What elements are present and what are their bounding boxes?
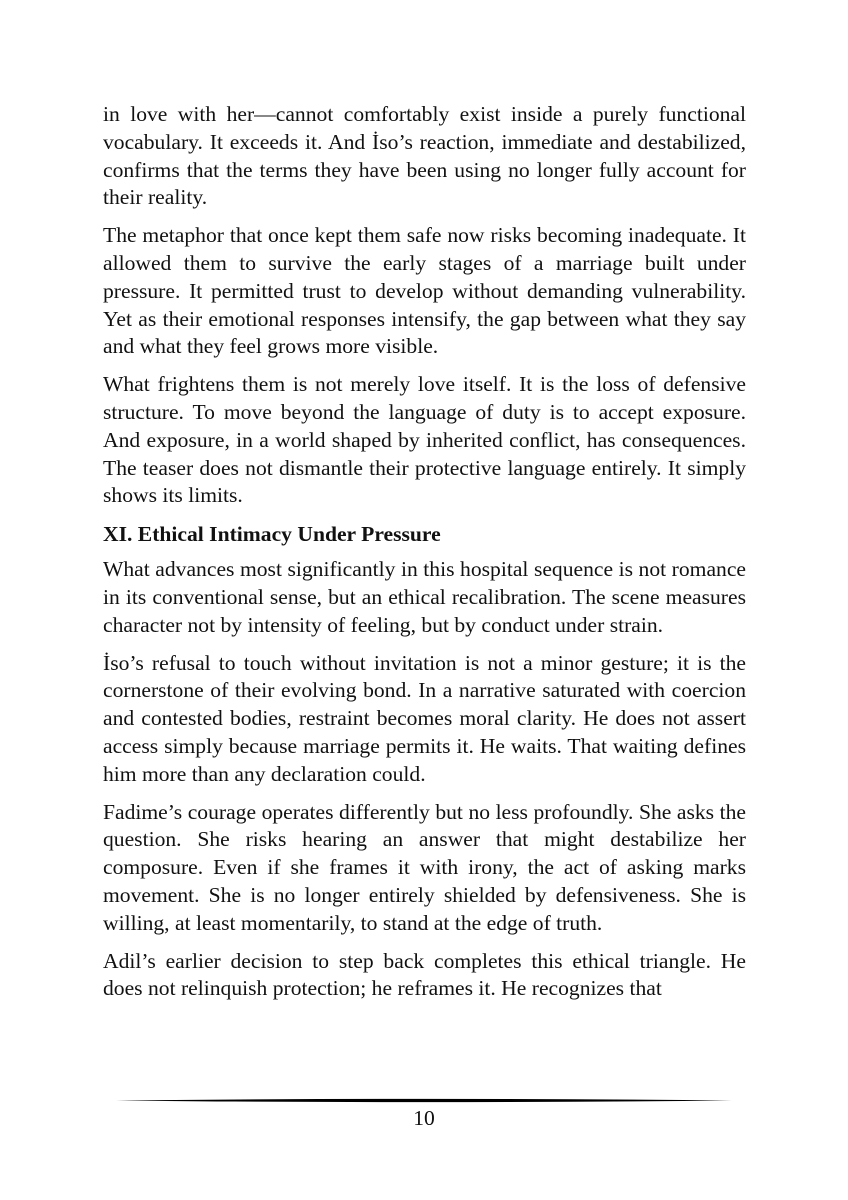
section-heading: XI. Ethical Intimacy Under Pressure [103,522,441,547]
page-number: 10 [413,1106,435,1130]
paragraph: İso’s refusal to touch without invitation is not a minor gesture; it is the cornerstone of their evolving bond. In a narrative saturated with coercion and contested bodies, restraint becomes moral clarity. He does not assert access simply because marriage permits it. He waits. That waiting defines him more than any declaration could. [103,650,746,786]
paragraph: The metaphor that once kept them safe now risks becoming inadequate. It allowed them to survive the early stages of a marriage built under pressure. It permitted trust to develop without demanding vulnerability. Yet as their emotional responses intensify, the gap between what they say and what they feel grows more visible. [103,223,746,359]
body-text [103,101,746,1013]
paragraph: in love with her—cannot comfortably exist inside a purely functional vocabulary. It exceeds it. And İso’s reaction, immediate and destabilized, confirms that the terms they have been using no longer fully account for their reality. [103,102,746,210]
paragraph: Fadime’s courage operates differently but no less profoundly. She asks the question. She risks hearing an answer that might destabilize her composure. Even if she frames it with irony, the act of asking marks movement. She is no longer entirely shielded by defensiveness. She is willing, at least momentarily, to stand at the edge of truth. [103,799,746,935]
paragraph: What advances most significantly in this hospital sequence is not romance in its conventional sense, but an ethical recalibration. The scene measures character not by intensity of feeling, but by conduct under strain. [103,557,746,637]
paragraph: Adil’s earlier decision to step back completes this ethical triangle. He does not relinquish protection; he reframes it. He recognizes that [103,948,746,1001]
paragraph: What frightens them is not merely love itself. It is the loss of defensive structure. To move beyond the language of duty is to accept exposure. And exposure, in a world shaped by inherited conflict, has consequences. The teaser does not dismantle their protective language entirely. It simply shows its limits. [103,372,746,508]
footer-rule [116,1097,732,1104]
